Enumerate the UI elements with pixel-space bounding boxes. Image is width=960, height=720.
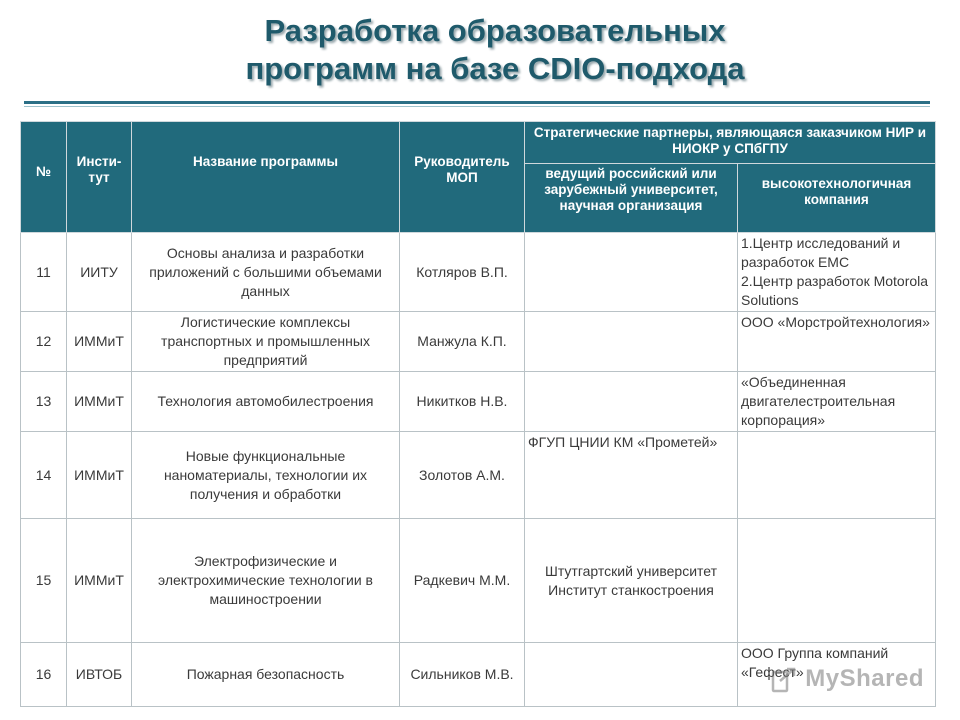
row-partner-company: ООО Группа компаний «Гефест» bbox=[738, 643, 936, 707]
table-row bbox=[21, 519, 936, 643]
row-partner-company: 1.Центр исследований и разработок ЕМС 2.Центр разработок Motorola Solutions bbox=[738, 233, 936, 312]
row-head: Никитков Н.В. bbox=[400, 372, 525, 432]
header-num: № bbox=[21, 122, 67, 233]
row-head: Котляров В.П. bbox=[400, 233, 525, 312]
row-partner-university bbox=[525, 372, 738, 432]
row-partner-company bbox=[738, 519, 936, 643]
row-num: 11 bbox=[21, 233, 67, 312]
watermark-text: MyShared bbox=[805, 665, 924, 692]
title-line-2: программ на базе CDIO-подхода bbox=[245, 51, 745, 86]
programs-table bbox=[20, 121, 936, 707]
row-head: Золотов А.М. bbox=[400, 432, 525, 519]
table-row bbox=[21, 372, 936, 432]
title-divider bbox=[24, 101, 930, 104]
header-partner-university: ведущий российский или зарубежный университет, научная организация bbox=[525, 164, 738, 233]
row-num: 12 bbox=[21, 312, 67, 372]
row-num: 13 bbox=[21, 372, 67, 432]
row-partner-company bbox=[738, 432, 936, 519]
row-institute: ИММиТ bbox=[67, 372, 132, 432]
table-row bbox=[21, 312, 936, 372]
row-institute: ИММиТ bbox=[67, 312, 132, 372]
row-program: Логистические комплексы транспортных и промышленных предприятий bbox=[132, 312, 400, 372]
row-head: Манжула К.П. bbox=[400, 312, 525, 372]
row-partner-university bbox=[525, 233, 738, 312]
row-head: Сильников М.В. bbox=[400, 643, 525, 707]
table-row bbox=[21, 432, 936, 519]
row-partner-university bbox=[525, 312, 738, 372]
row-partner-university: ФГУП ЦНИИ КМ «Прометей» bbox=[525, 432, 738, 519]
row-institute: ИВТОБ bbox=[67, 643, 132, 707]
row-program: Пожарная безопасность bbox=[132, 643, 400, 707]
row-program: Основы анализа и разработки приложений с большими объемами данных bbox=[132, 233, 400, 312]
title-line-1: Разработка образовательных bbox=[264, 13, 726, 48]
row-partner-university: Штутгартский университет Институт станкостроения bbox=[525, 519, 738, 643]
row-institute: ИММиТ bbox=[67, 519, 132, 643]
watermark bbox=[770, 664, 924, 694]
header-partners: Стратегические партнеры, являющаяся заказчиком НИР и НИОКР у СПбГПУ bbox=[525, 122, 936, 164]
row-program: Электрофизические и электрохимические технологии в машиностроении bbox=[132, 519, 400, 643]
row-num: 15 bbox=[21, 519, 67, 643]
row-institute: ИИТУ bbox=[67, 233, 132, 312]
title-divider-thin bbox=[24, 106, 930, 107]
header-institute: Инсти-тут bbox=[67, 122, 132, 233]
header-partner-company: высокотехнологичная компания bbox=[738, 164, 936, 233]
row-institute: ИММиТ bbox=[67, 432, 132, 519]
share-icon bbox=[770, 664, 800, 694]
row-partner-company: ООО «Морстройтехнология» bbox=[738, 312, 936, 372]
row-partner-university bbox=[525, 643, 738, 707]
page-title bbox=[0, 12, 960, 88]
row-program: Новые функциональные наноматериалы, технологии их получения и обработки bbox=[132, 432, 400, 519]
header-program: Название программы bbox=[132, 122, 400, 233]
table-row bbox=[21, 233, 936, 312]
row-num: 14 bbox=[21, 432, 67, 519]
row-head: Радкевич М.М. bbox=[400, 519, 525, 643]
row-num: 16 bbox=[21, 643, 67, 707]
row-partner-company: «Объединенная двигателестроительная корпорация» bbox=[738, 372, 936, 432]
table-body bbox=[21, 233, 936, 707]
row-program: Технология автомобилестроения bbox=[132, 372, 400, 432]
header-head: Руководитель МОП bbox=[400, 122, 525, 233]
